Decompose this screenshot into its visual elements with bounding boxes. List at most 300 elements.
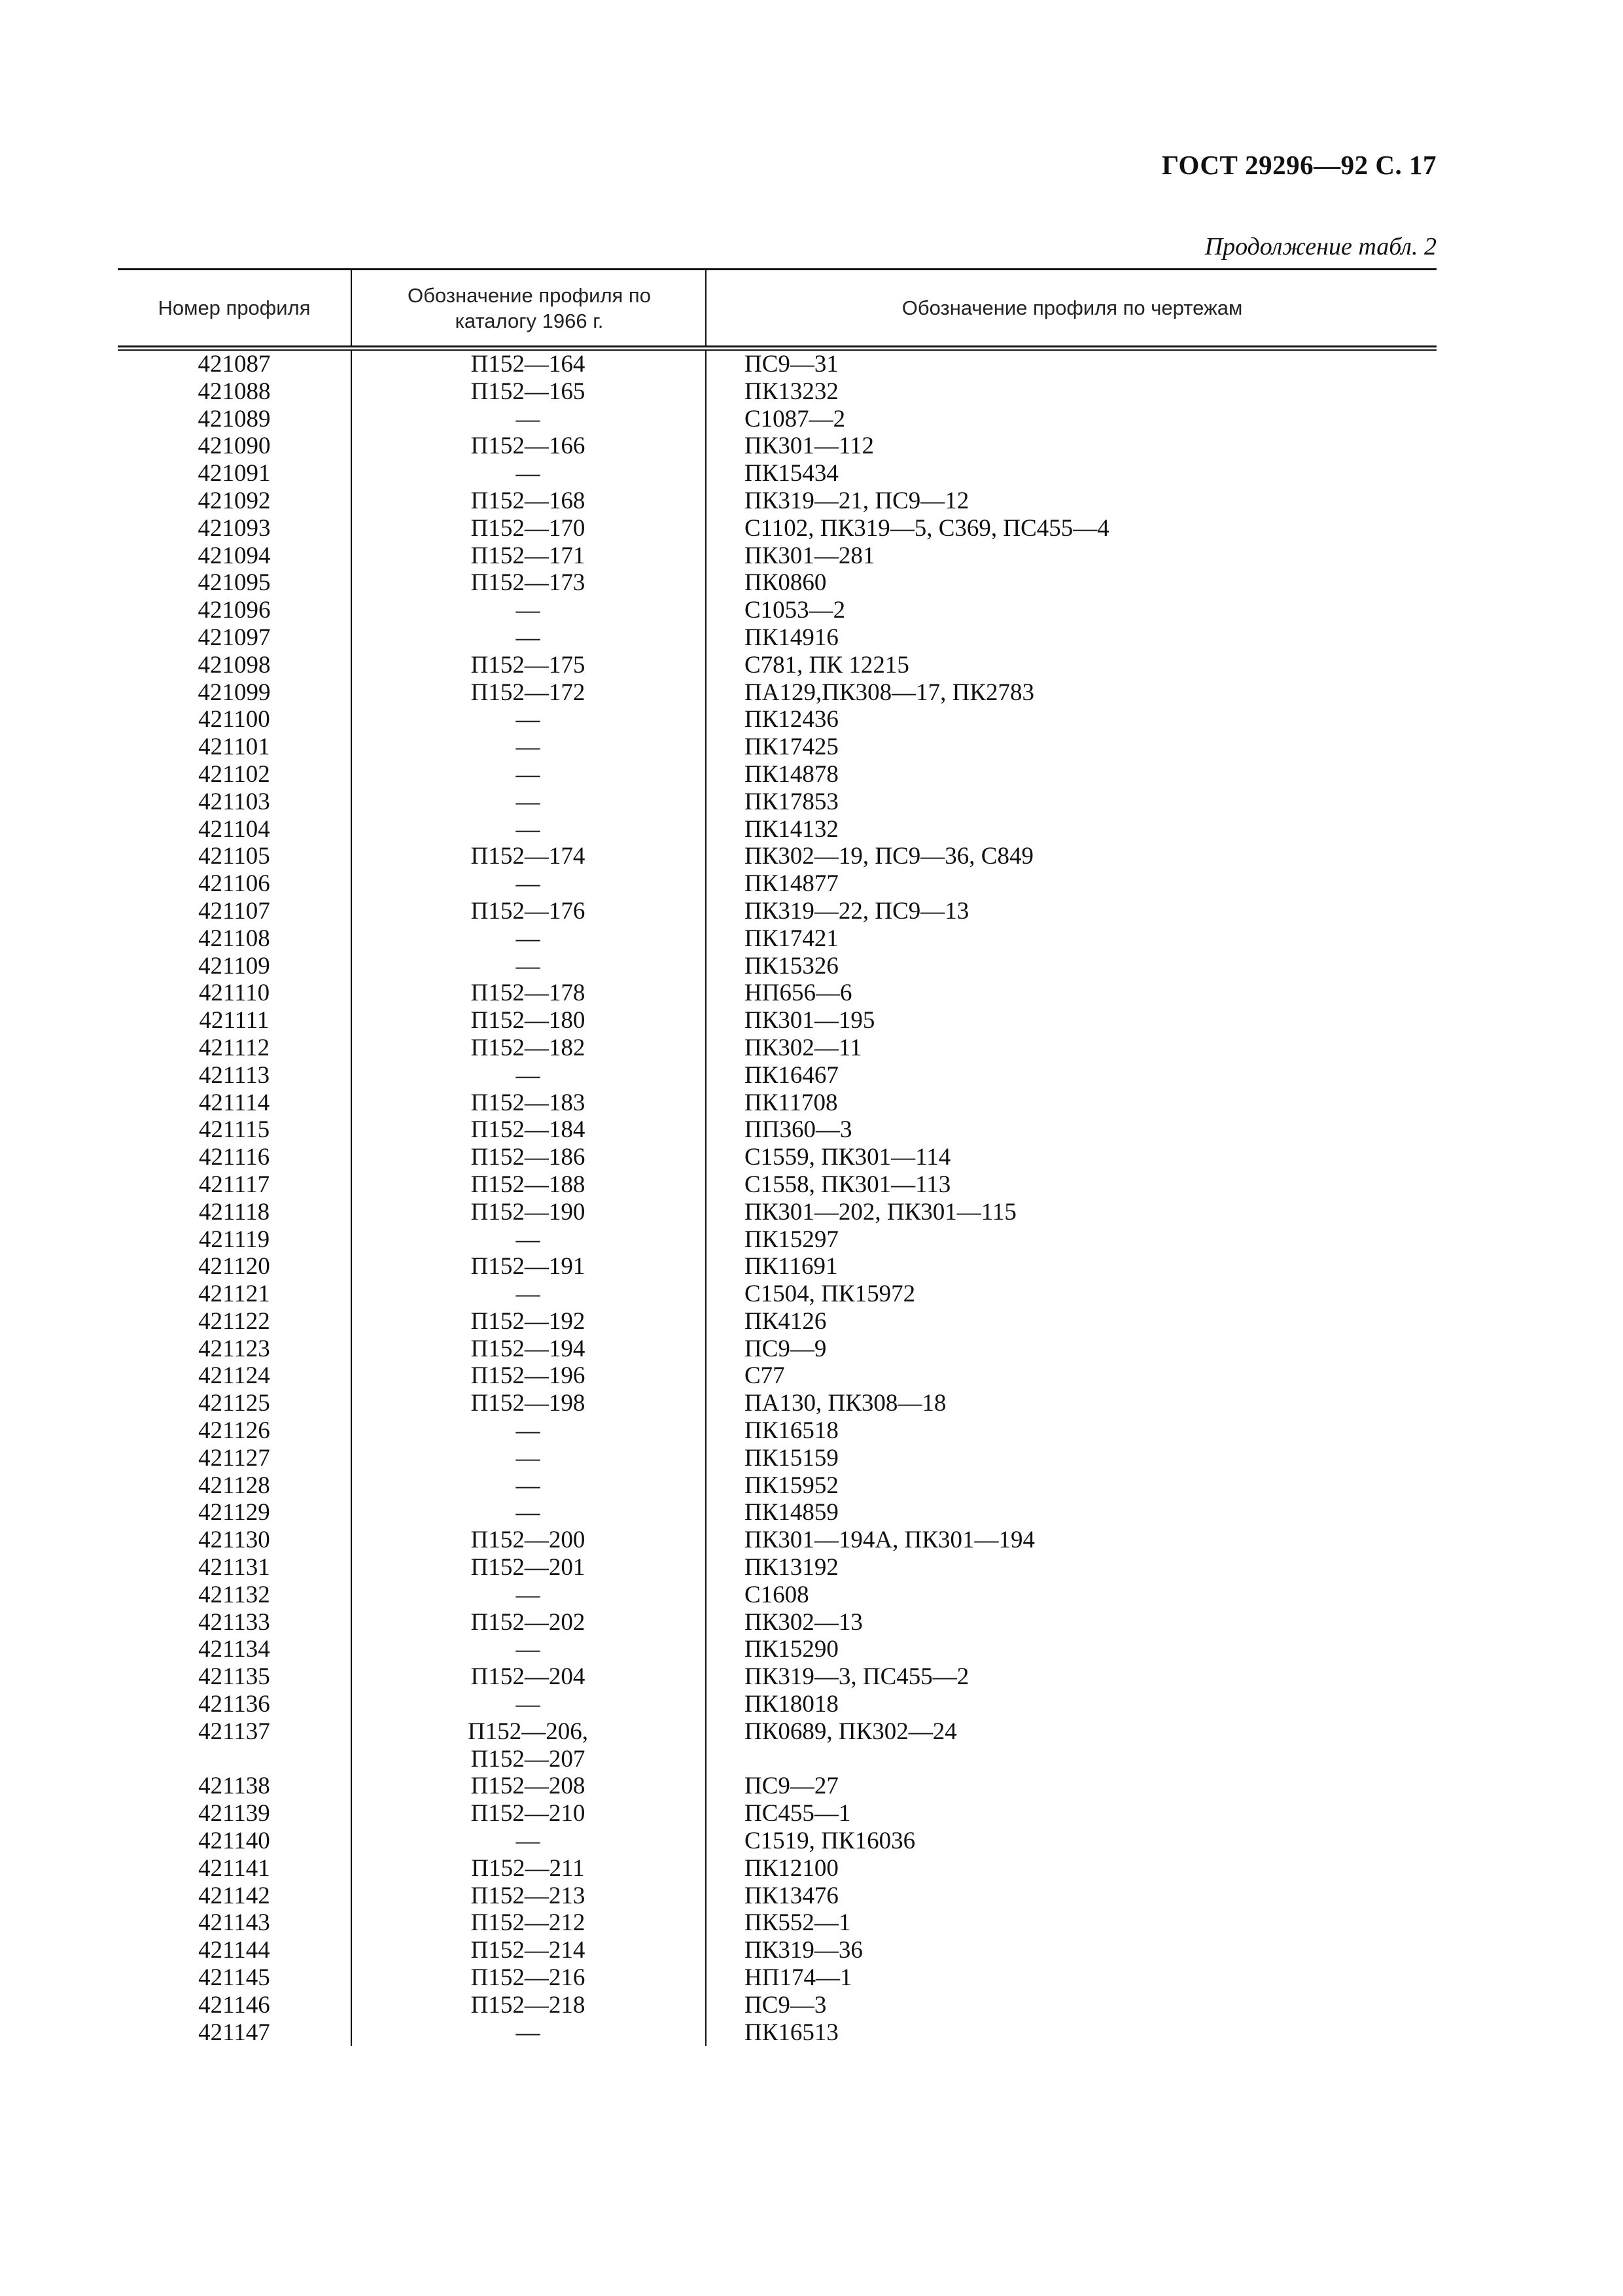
catalog-1966-line: П152—180 bbox=[470, 1007, 585, 1034]
profile-number-cell: 421092 bbox=[198, 487, 271, 514]
catalog-1966-cell bbox=[351, 1581, 705, 1609]
catalog-1966-cell bbox=[351, 980, 705, 1007]
catalog-1966-cell bbox=[351, 1089, 705, 1117]
table-row bbox=[118, 1663, 1437, 1691]
catalog-1966-cell bbox=[351, 652, 705, 679]
catalog-1966-line: — bbox=[515, 1499, 540, 1527]
table-row bbox=[118, 1527, 1437, 1554]
profile-number-cell: 421115 bbox=[198, 1116, 270, 1144]
table-row bbox=[118, 378, 1437, 406]
drawing-designation-cell: С1608 bbox=[744, 1581, 809, 1608]
profile-number-cell: 421107 bbox=[198, 897, 270, 925]
table-row bbox=[118, 652, 1437, 679]
table-row bbox=[118, 788, 1437, 816]
table-body bbox=[118, 351, 1437, 2046]
table-row bbox=[118, 1499, 1437, 1527]
catalog-1966-line: П152—213 bbox=[470, 1882, 585, 1909]
catalog-1966-line: — bbox=[515, 706, 540, 733]
table-row bbox=[118, 816, 1437, 843]
table-row bbox=[118, 1992, 1437, 2019]
profile-number-cell: 421100 bbox=[198, 706, 270, 733]
drawing-designation-cell: ПК15159 bbox=[744, 1444, 839, 1472]
drawing-designation-cell: ПС455—1 bbox=[744, 1800, 851, 1828]
catalog-1966-cell bbox=[351, 816, 705, 843]
profile-number-cell: 421140 bbox=[198, 1828, 270, 1855]
table-row bbox=[118, 679, 1437, 707]
drawing-designation-cell: ПК18018 bbox=[744, 1691, 839, 1718]
table-row bbox=[118, 1171, 1437, 1199]
profile-number-cell: 421144 bbox=[198, 1937, 270, 1964]
catalog-1966-line: — bbox=[515, 405, 540, 433]
catalog-1966-line: П152—175 bbox=[470, 651, 585, 679]
table-row bbox=[118, 953, 1437, 980]
drawing-designation-cell: ПК12436 bbox=[744, 706, 839, 733]
catalog-1966-line: П152—201 bbox=[470, 1554, 585, 1581]
catalog-1966-cell bbox=[351, 1116, 705, 1144]
profile-number-cell: 421093 bbox=[198, 514, 271, 542]
table-row bbox=[118, 351, 1437, 378]
profile-number-cell: 421143 bbox=[198, 1909, 270, 1937]
catalog-1966-cell bbox=[351, 1718, 705, 1773]
profile-number-cell: 421105 bbox=[198, 843, 270, 870]
drawing-designation-cell: ПК11691 bbox=[744, 1253, 838, 1280]
column-header-profile-number: Номер профиля bbox=[158, 296, 311, 319]
catalog-1966-cell bbox=[351, 1499, 705, 1527]
profile-number-cell: 421133 bbox=[198, 1608, 270, 1636]
catalog-1966-cell bbox=[351, 460, 705, 487]
catalog-1966-cell bbox=[351, 1171, 705, 1199]
catalog-1966-cell bbox=[351, 1909, 705, 1937]
profile-number-cell: 421117 bbox=[198, 1171, 270, 1198]
catalog-1966-line: П152—206, bbox=[468, 1718, 588, 1745]
catalog-1966-cell bbox=[351, 1390, 705, 1417]
table-row bbox=[118, 1253, 1437, 1280]
catalog-1966-cell bbox=[351, 1636, 705, 1663]
catalog-1966-line: П152—186 bbox=[470, 1144, 585, 1171]
catalog-1966-line: П152—218 bbox=[470, 1991, 585, 2019]
profile-number-cell: 421134 bbox=[198, 1636, 270, 1663]
table-row bbox=[118, 1144, 1437, 1171]
table-row bbox=[118, 898, 1437, 925]
drawing-designation-cell: ПК17853 bbox=[744, 788, 839, 815]
profile-number-cell: 421095 bbox=[198, 569, 271, 597]
table-row bbox=[118, 624, 1437, 652]
drawing-designation-cell: ПК12100 bbox=[744, 1854, 839, 1882]
table-row bbox=[118, 1280, 1437, 1308]
table-row bbox=[118, 1308, 1437, 1335]
catalog-1966-cell bbox=[351, 733, 705, 761]
drawing-designation-cell: ПА129,ПК308—17, ПК2783 bbox=[744, 679, 1034, 706]
drawing-designation-cell: С1504, ПК15972 bbox=[744, 1280, 916, 1308]
table-row bbox=[118, 1335, 1437, 1363]
table-row bbox=[118, 1581, 1437, 1609]
catalog-1966-cell bbox=[351, 1609, 705, 1636]
drawing-designation-cell: ПК13192 bbox=[744, 1554, 839, 1581]
table-row bbox=[118, 1691, 1437, 1718]
drawing-designation-cell: ПК301—112 bbox=[744, 433, 875, 460]
catalog-1966-cell bbox=[351, 1773, 705, 1800]
catalog-1966-line: П152—208 bbox=[470, 1773, 585, 1800]
profile-number-cell: 421090 bbox=[198, 433, 271, 460]
table-row bbox=[118, 761, 1437, 788]
catalog-1966-line: — bbox=[515, 1417, 540, 1445]
profile-number-cell: 421109 bbox=[198, 952, 270, 980]
table-row bbox=[118, 843, 1437, 870]
catalog-1966-line: П152—183 bbox=[470, 1089, 585, 1116]
catalog-1966-line: П152—214 bbox=[470, 1937, 585, 1964]
catalog-1966-cell bbox=[351, 1308, 705, 1335]
profile-number-cell: 421120 bbox=[198, 1253, 270, 1280]
profile-number-cell: 421142 bbox=[198, 1882, 270, 1909]
catalog-1966-cell bbox=[351, 1964, 705, 1992]
profile-number-cell: 421147 bbox=[198, 2019, 270, 2046]
table-row bbox=[118, 1089, 1437, 1117]
drawing-designation-cell: С1102, ПК319—5, С369, ПС455—4 bbox=[744, 514, 1109, 542]
profile-number-cell: 421099 bbox=[198, 679, 271, 706]
catalog-1966-line: П152—216 bbox=[470, 1964, 585, 1992]
drawing-designation-cell: ПК319—22, ПС9—13 bbox=[744, 897, 969, 925]
drawing-designation-cell: ПС9—31 bbox=[744, 351, 839, 378]
catalog-1966-cell bbox=[351, 2019, 705, 2047]
catalog-1966-line: П152—198 bbox=[470, 1390, 585, 1417]
profile-number-cell: 421103 bbox=[198, 788, 270, 815]
drawing-designation-cell: С1519, ПК16036 bbox=[744, 1828, 916, 1855]
catalog-1966-cell bbox=[351, 843, 705, 870]
profile-number-cell: 421106 bbox=[198, 870, 270, 898]
profile-number-cell: 421087 bbox=[198, 351, 271, 378]
catalog-1966-cell bbox=[351, 1663, 705, 1691]
drawing-designation-cell: ПК15297 bbox=[744, 1226, 839, 1253]
drawing-designation-cell: ПК319—3, ПС455—2 bbox=[744, 1663, 969, 1691]
catalog-1966-cell bbox=[351, 1335, 705, 1363]
catalog-1966-cell bbox=[351, 1362, 705, 1390]
catalog-1966-line: П152—166 bbox=[470, 433, 585, 460]
table-row bbox=[118, 733, 1437, 761]
drawing-designation-cell: ПП360—3 bbox=[744, 1116, 852, 1144]
drawing-designation-cell: НП174—1 bbox=[744, 1964, 852, 1992]
profile-number-cell: 421126 bbox=[198, 1417, 270, 1445]
catalog-1966-line: — bbox=[515, 624, 540, 651]
table-row bbox=[118, 542, 1437, 570]
drawing-designation-cell: ПК17425 bbox=[744, 733, 839, 761]
profile-number-cell: 421112 bbox=[198, 1034, 270, 1061]
drawing-designation-cell: ПК319—36 bbox=[744, 1937, 863, 1964]
table-row bbox=[118, 1828, 1437, 1855]
drawing-designation-cell: ПК301—194А, ПК301—194 bbox=[744, 1527, 1036, 1554]
table-row bbox=[118, 1445, 1437, 1472]
catalog-1966-line: П152—202 bbox=[470, 1608, 585, 1636]
drawing-designation-cell: ПК16518 bbox=[744, 1417, 839, 1445]
table-row bbox=[118, 1062, 1437, 1089]
table-row bbox=[118, 1718, 1437, 1773]
profile-number-cell: 421122 bbox=[198, 1307, 270, 1335]
catalog-1966-cell bbox=[351, 953, 705, 980]
profile-number-cell: 421128 bbox=[198, 1472, 270, 1499]
profile-number-cell: 421108 bbox=[198, 925, 270, 952]
catalog-1966-line: П152—176 bbox=[470, 897, 585, 925]
catalog-1966-line: — bbox=[515, 870, 540, 898]
table-row bbox=[118, 1855, 1437, 1882]
catalog-1966-line: П152—200 bbox=[470, 1527, 585, 1554]
catalog-1966-line: — bbox=[515, 1691, 540, 1718]
profile-number-cell: 421136 bbox=[198, 1691, 270, 1718]
drawing-designation-cell: ПК15952 bbox=[744, 1472, 839, 1499]
drawing-designation-cell: ПК17421 bbox=[744, 925, 839, 952]
table-row bbox=[118, 1882, 1437, 1910]
table-row bbox=[118, 487, 1437, 515]
column-header-drawing-designation: Обозначение профиля по чертежам bbox=[705, 270, 1438, 345]
table-row bbox=[118, 1554, 1437, 1581]
drawing-designation-cell: ПК301—281 bbox=[744, 542, 875, 569]
catalog-1966-cell bbox=[351, 378, 705, 406]
table-row bbox=[118, 433, 1437, 460]
profile-number-cell: 421094 bbox=[198, 542, 271, 569]
profile-number-cell: 421138 bbox=[198, 1773, 270, 1800]
drawing-designation-cell: ПК0689, ПК302—24 bbox=[744, 1718, 957, 1745]
catalog-1966-cell bbox=[351, 788, 705, 816]
profile-number-cell: 421114 bbox=[198, 1089, 270, 1116]
profile-number-cell: 421123 bbox=[198, 1335, 270, 1362]
catalog-1966-cell bbox=[351, 1828, 705, 1855]
catalog-1966-cell bbox=[351, 1062, 705, 1089]
table-header bbox=[118, 268, 1437, 351]
table-row bbox=[118, 1773, 1437, 1800]
catalog-1966-cell bbox=[351, 624, 705, 652]
catalog-1966-cell bbox=[351, 1691, 705, 1718]
profile-number-cell: 421110 bbox=[198, 980, 270, 1007]
table-row bbox=[118, 1609, 1437, 1636]
catalog-1966-line: П152—174 bbox=[470, 843, 585, 870]
catalog-1966-cell bbox=[351, 761, 705, 788]
catalog-1966-line: — bbox=[515, 1280, 540, 1308]
catalog-1966-cell bbox=[351, 1034, 705, 1062]
profile-number-cell: 421125 bbox=[198, 1390, 270, 1417]
profile-number-cell: 421145 bbox=[198, 1964, 270, 1992]
table-row bbox=[118, 1116, 1437, 1144]
drawing-designation-cell: С1087—2 bbox=[744, 405, 846, 433]
catalog-1966-line: П152—207 bbox=[470, 1745, 585, 1773]
catalog-1966-cell bbox=[351, 542, 705, 570]
profile-number-cell: 421137 bbox=[198, 1718, 270, 1745]
table-row bbox=[118, 1800, 1437, 1828]
profile-number-cell: 421116 bbox=[198, 1144, 270, 1171]
drawing-designation-cell: С1053—2 bbox=[744, 597, 846, 624]
catalog-1966-cell bbox=[351, 1472, 705, 1500]
profile-number-cell: 421097 bbox=[198, 624, 271, 651]
catalog-1966-line: — bbox=[515, 815, 540, 843]
drawing-designation-cell: ПК16513 bbox=[744, 2019, 839, 2046]
profile-number-cell: 421091 bbox=[198, 460, 271, 487]
catalog-1966-line: П152—171 bbox=[470, 542, 585, 569]
catalog-1966-cell bbox=[351, 706, 705, 733]
profile-number-cell: 421089 bbox=[198, 405, 271, 433]
table-row bbox=[118, 1034, 1437, 1062]
drawing-designation-cell: ПК301—195 bbox=[744, 1007, 875, 1034]
table-row bbox=[118, 515, 1437, 542]
table-row bbox=[118, 1636, 1437, 1663]
drawing-designation-cell: ПС9—9 bbox=[744, 1335, 827, 1362]
drawing-designation-cell: ПК14132 bbox=[744, 815, 839, 843]
catalog-1966-line: — bbox=[515, 925, 540, 952]
catalog-1966-cell bbox=[351, 515, 705, 542]
catalog-1966-cell bbox=[351, 1007, 705, 1034]
drawing-designation-cell: ПК11708 bbox=[744, 1089, 838, 1116]
profile-number-cell: 421129 bbox=[198, 1499, 270, 1527]
catalog-1966-line: П152—172 bbox=[470, 679, 585, 706]
profile-number-cell: 421118 bbox=[198, 1198, 270, 1226]
drawing-designation-cell: ПС9—3 bbox=[744, 1991, 827, 2019]
table-row bbox=[118, 1909, 1437, 1937]
drawing-designation-cell: ПК0860 bbox=[744, 569, 827, 597]
catalog-1966-line: — bbox=[515, 1061, 540, 1089]
drawing-designation-cell: С1558, ПК301—113 bbox=[744, 1171, 951, 1198]
table-row bbox=[118, 1417, 1437, 1445]
catalog-1966-line: П152—170 bbox=[470, 514, 585, 542]
drawing-designation-cell: ПК552—1 bbox=[744, 1909, 851, 1937]
table-row bbox=[118, 980, 1437, 1007]
catalog-1966-cell bbox=[351, 1144, 705, 1171]
profile-number-cell: 421124 bbox=[198, 1362, 270, 1390]
drawing-designation-cell: С77 bbox=[744, 1362, 785, 1390]
drawing-designation-cell: ПК301—202, ПК301—115 bbox=[744, 1198, 1017, 1226]
catalog-1966-line: — bbox=[515, 1636, 540, 1663]
table-row bbox=[118, 1362, 1437, 1390]
profile-number-cell: 421098 bbox=[198, 651, 271, 679]
drawing-designation-cell: ПК13476 bbox=[744, 1882, 839, 1909]
catalog-1966-line: — bbox=[515, 952, 540, 980]
drawing-designation-cell: ПК16467 bbox=[744, 1061, 839, 1089]
catalog-1966-cell bbox=[351, 1226, 705, 1254]
profile-number-cell: 421096 bbox=[198, 597, 271, 624]
column-header-catalog-1966 bbox=[351, 270, 707, 345]
catalog-1966-line: — bbox=[515, 1581, 540, 1608]
catalog-1966-line: П152—196 bbox=[470, 1362, 585, 1390]
catalog-1966-cell bbox=[351, 351, 705, 378]
profile-number-cell: 421101 bbox=[198, 733, 270, 761]
catalog-1966-cell bbox=[351, 569, 705, 597]
catalog-1966-line: — bbox=[515, 788, 540, 815]
table-row bbox=[118, 1937, 1437, 1964]
table-row bbox=[118, 1007, 1437, 1034]
catalog-1966-cell bbox=[351, 1445, 705, 1472]
table-continuation-note: Продолжение табл. 2 bbox=[1204, 233, 1437, 260]
catalog-1966-cell bbox=[351, 925, 705, 953]
drawing-designation-cell: ПК302—11 bbox=[744, 1034, 862, 1061]
catalog-1966-cell bbox=[351, 406, 705, 433]
catalog-1966-line: П152—204 bbox=[470, 1663, 585, 1691]
drawing-designation-cell: ПК14859 bbox=[744, 1499, 839, 1527]
catalog-1966-line: П152—192 bbox=[470, 1307, 585, 1335]
catalog-1966-cell bbox=[351, 1800, 705, 1828]
catalog-1966-line: — bbox=[515, 2019, 540, 2046]
drawing-designation-cell: ПК319—21, ПС9—12 bbox=[744, 487, 969, 514]
catalog-1966-line: П152—191 bbox=[470, 1253, 585, 1280]
catalog-1966-line: П152—178 bbox=[470, 980, 585, 1007]
drawing-designation-cell: ПК14878 bbox=[744, 760, 839, 788]
profile-number-cell: 421113 bbox=[198, 1061, 270, 1089]
catalog-1966-line: П152—211 bbox=[471, 1854, 585, 1882]
table-row bbox=[118, 1390, 1437, 1417]
profile-number-cell: 421130 bbox=[198, 1527, 270, 1554]
catalog-1966-cell bbox=[351, 870, 705, 898]
table-row bbox=[118, 1199, 1437, 1226]
catalog-1966-line: П152—184 bbox=[470, 1116, 585, 1144]
profile-number-cell: 421139 bbox=[198, 1800, 270, 1828]
catalog-1966-line: П152—168 bbox=[470, 487, 585, 514]
catalog-1966-line: П152—164 bbox=[470, 351, 585, 378]
catalog-1966-line: П152—182 bbox=[470, 1034, 585, 1061]
profile-number-cell: 421102 bbox=[198, 760, 270, 788]
catalog-1966-line: — bbox=[515, 1444, 540, 1472]
catalog-1966-line: — bbox=[515, 460, 540, 487]
drawing-designation-cell: С1559, ПК301—114 bbox=[744, 1144, 951, 1171]
table-row bbox=[118, 460, 1437, 487]
profile-number-cell: 421146 bbox=[198, 1991, 270, 2019]
table-row bbox=[118, 597, 1437, 624]
drawing-designation-cell: НП656—6 bbox=[744, 980, 852, 1007]
catalog-1966-line: П152—188 bbox=[470, 1171, 585, 1198]
drawing-designation-cell: ПК15290 bbox=[744, 1636, 839, 1663]
column-header-catalog-1966-text: Обозначение профиля по каталогу 1966 г. bbox=[408, 283, 651, 332]
drawing-designation-cell: С781, ПК 12215 bbox=[744, 651, 909, 679]
catalog-1966-line: П152—194 bbox=[470, 1335, 585, 1362]
profile-number-cell: 421131 bbox=[198, 1554, 270, 1581]
catalog-1966-cell bbox=[351, 1855, 705, 1882]
drawing-designation-cell: ПС9—27 bbox=[744, 1773, 839, 1800]
catalog-1966-line: — bbox=[515, 1472, 540, 1499]
drawing-designation-cell: ПК14916 bbox=[744, 624, 839, 651]
catalog-1966-cell bbox=[351, 1937, 705, 1964]
profile-number-cell: 421132 bbox=[198, 1581, 270, 1608]
profile-number-cell: 421121 bbox=[198, 1280, 270, 1308]
catalog-1966-cell bbox=[351, 1882, 705, 1910]
drawing-designation-cell: ПК15326 bbox=[744, 952, 839, 980]
catalog-1966-line: — bbox=[515, 597, 540, 624]
table-row bbox=[118, 406, 1437, 433]
catalog-1966-cell bbox=[351, 679, 705, 707]
catalog-1966-line: П152—210 bbox=[470, 1800, 585, 1828]
catalog-1966-cell bbox=[351, 1199, 705, 1226]
catalog-1966-line: П152—212 bbox=[470, 1909, 585, 1937]
drawing-designation-cell: ПК15434 bbox=[744, 460, 839, 487]
catalog-1966-cell bbox=[351, 1992, 705, 2019]
profile-number-cell: 421119 bbox=[198, 1226, 270, 1253]
catalog-1966-cell bbox=[351, 433, 705, 460]
page-header: ГОСТ 29296—92 С. 17 bbox=[1161, 150, 1437, 180]
drawing-designation-cell: ПК302—19, ПС9—36, С849 bbox=[744, 843, 1034, 870]
catalog-1966-cell bbox=[351, 1280, 705, 1308]
table-row bbox=[118, 1472, 1437, 1500]
catalog-1966-line: П152—173 bbox=[470, 569, 585, 597]
catalog-1966-cell bbox=[351, 1417, 705, 1445]
catalog-1966-line: — bbox=[515, 733, 540, 761]
drawing-designation-cell: ПК4126 bbox=[744, 1307, 827, 1335]
table-row bbox=[118, 1226, 1437, 1254]
catalog-1966-line: — bbox=[515, 760, 540, 788]
drawing-designation-cell: ПК302—13 bbox=[744, 1608, 863, 1636]
catalog-1966-line: — bbox=[515, 1226, 540, 1253]
catalog-1966-cell bbox=[351, 1554, 705, 1581]
profile-number-cell: 421141 bbox=[198, 1854, 270, 1882]
drawing-designation-cell: ПК14877 bbox=[744, 870, 839, 898]
profile-number-cell: 421111 bbox=[199, 1007, 270, 1034]
profiles-table bbox=[118, 268, 1437, 2046]
drawing-designation-cell: ПА130, ПК308—18 bbox=[744, 1390, 947, 1417]
catalog-1966-line: П152—165 bbox=[470, 378, 585, 405]
catalog-1966-line: — bbox=[515, 1828, 540, 1855]
table-row bbox=[118, 569, 1437, 597]
profile-number-cell: 421104 bbox=[198, 815, 270, 843]
